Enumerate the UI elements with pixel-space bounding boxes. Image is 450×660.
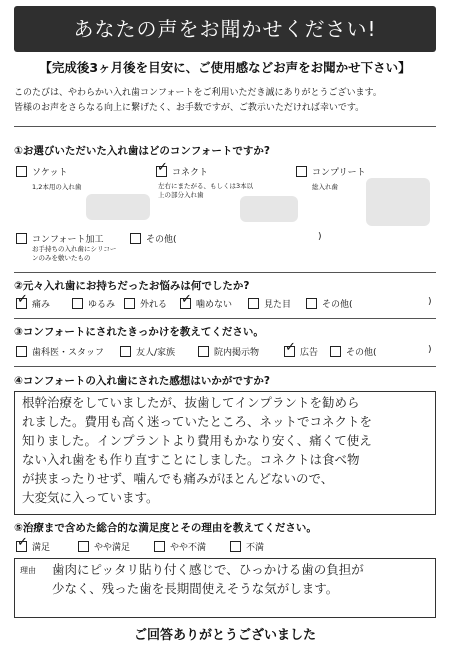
q1-other-checkbox[interactable] — [130, 233, 141, 244]
footer-thanks: ご回答ありがとうございました — [133, 628, 316, 643]
check-mark-icon: ✓ — [181, 292, 192, 307]
subtitle: 【完成後3ヶ月後を目安に、ご使用感などお声をお聞かせ下さい】 — [39, 60, 411, 75]
reason-line: 少なく、残った歯を長期間使えそうな気がします。 — [52, 581, 339, 596]
q1-other-label: その他( — [146, 235, 177, 245]
q5-dissatisfied-checkbox[interactable] — [230, 541, 241, 552]
q1-socket-note: 1,2本用の入れ歯 — [32, 183, 82, 191]
answer-line: 根幹治療をしていましたが、抜歯してインプラントを勧めら — [22, 395, 360, 410]
q2-other-label: その他( — [322, 300, 353, 310]
q1-complete-label: コンプリート — [312, 168, 366, 178]
q1-comfort-processing-checkbox[interactable] — [16, 233, 27, 244]
check-mark-icon: ✓ — [157, 160, 168, 175]
q2-other-checkbox[interactable] — [306, 298, 317, 309]
q1-title: ①お選びいただいた入れ歯はどのコンフォートですか? — [14, 145, 270, 157]
divider — [14, 366, 436, 367]
answer-line: が挟まったりせず、噛んでも痛みがほとんどないので、 — [22, 471, 334, 486]
q5-somewhat-dissatisfied-checkbox[interactable] — [154, 541, 165, 552]
q5-title: ⑤治療まで含めた総合的な満足度とその理由を教えてください。 — [14, 522, 317, 534]
check-mark-icon: ✓ — [17, 292, 28, 307]
q3-title: ③コンフォートにされたきっかけを教えてください。 — [14, 326, 264, 338]
q2-falls-out-label: 外れる — [140, 300, 168, 310]
q5-dissatisfied-label: 不満 — [246, 543, 265, 553]
q5-satisfied-label: 満足 — [32, 543, 51, 553]
q5-somewhat-satisfied-checkbox[interactable] — [78, 541, 89, 552]
q5-reason-text — [52, 560, 432, 598]
q2-looseness-label: ゆるみ — [88, 300, 116, 310]
q2-falls-out-checkbox[interactable] — [124, 298, 135, 309]
q2-cannot-chew-label: 噛めない — [196, 300, 233, 310]
q3-other-close: ) — [428, 345, 432, 355]
intro-text — [14, 86, 442, 116]
q4-answer-text — [22, 393, 434, 507]
divider — [14, 126, 436, 127]
socket-denture-image — [86, 194, 150, 220]
q1-connect-label: コネクト — [172, 168, 209, 178]
q1-socket-checkbox[interactable] — [16, 166, 27, 177]
q3-clinic-poster-label: 院内掲示物 — [214, 348, 260, 358]
q2-appearance-checkbox[interactable] — [248, 298, 259, 309]
divider — [14, 272, 436, 273]
q5-somewhat-satisfied-label: やや満足 — [94, 543, 131, 553]
q4-title: ④コンフォートの入れ歯にされた感想はいかがですか? — [14, 375, 270, 387]
q3-advertisement-label: 広告 — [300, 348, 319, 358]
q3-friend-family-checkbox[interactable] — [120, 346, 131, 357]
intro-line: 皆様のお声をさらなる向上に繋げたく、お手数ですが、ご教示いただければ幸いです。 — [14, 103, 365, 113]
q2-pain-label: 痛み — [32, 300, 51, 310]
q1-complete-checkbox[interactable] — [296, 166, 307, 177]
q2-appearance-label: 見た目 — [264, 300, 292, 310]
answer-line: 大変気に入っています。 — [22, 490, 159, 505]
q2-other-close: ) — [428, 297, 432, 307]
check-mark-icon: ✓ — [17, 535, 28, 550]
page-title: あなたの声をお聞かせください! — [14, 6, 436, 52]
intro-line: このたびは、やわらかい入れ歯コンフォートをご利用いただき誠にありがとうございます。 — [14, 88, 382, 98]
q5-somewhat-dissatisfied-label: やや不満 — [170, 543, 207, 553]
answer-line: れました。費用も高く迷っていたところ、ネットでコネクトを — [22, 414, 373, 429]
divider — [14, 318, 436, 319]
q2-looseness-checkbox[interactable] — [72, 298, 83, 309]
q1-other-close: ) — [318, 232, 322, 242]
q1-socket-label: ソケット — [32, 168, 68, 178]
complete-denture-image — [366, 178, 430, 226]
q5-reason-label: 理由 — [20, 566, 36, 575]
q3-dentist-staff-checkbox[interactable] — [16, 346, 27, 357]
q1-comfort-processing-label: コンフォート加工 — [32, 235, 104, 245]
q1-comfort-processing-note: お手持ちの入れ歯にシリコーンのみを敷いたもの — [32, 245, 117, 262]
q3-other-checkbox[interactable] — [330, 346, 341, 357]
q3-clinic-poster-checkbox[interactable] — [198, 346, 209, 357]
q1-complete-note: 総入れ歯 — [312, 183, 338, 191]
check-mark-icon: ✓ — [285, 340, 296, 355]
q2-title: ②元々入れ歯にお持ちだったお悩みは何でしたか? — [14, 280, 250, 292]
reason-line: 歯肉にピッタリ貼り付く感じで、ひっかける歯の負担が — [52, 562, 364, 577]
q3-dentist-staff-label: 歯科医・スタッフ — [32, 348, 105, 358]
q3-other-label: その他( — [346, 348, 377, 358]
q1-connect-note: 左右にまたがる、もしくは3本以上の部分入れ歯 — [158, 182, 254, 199]
q3-friend-family-label: 友人/家族 — [136, 348, 176, 358]
connect-denture-image — [240, 196, 298, 222]
answer-line: ない入れ歯をも作り直すことにしました。コネクトは食べ物 — [22, 452, 360, 467]
answer-line: 知りました。インプラントより費用もかなり安く、痛くて使え — [22, 433, 372, 448]
